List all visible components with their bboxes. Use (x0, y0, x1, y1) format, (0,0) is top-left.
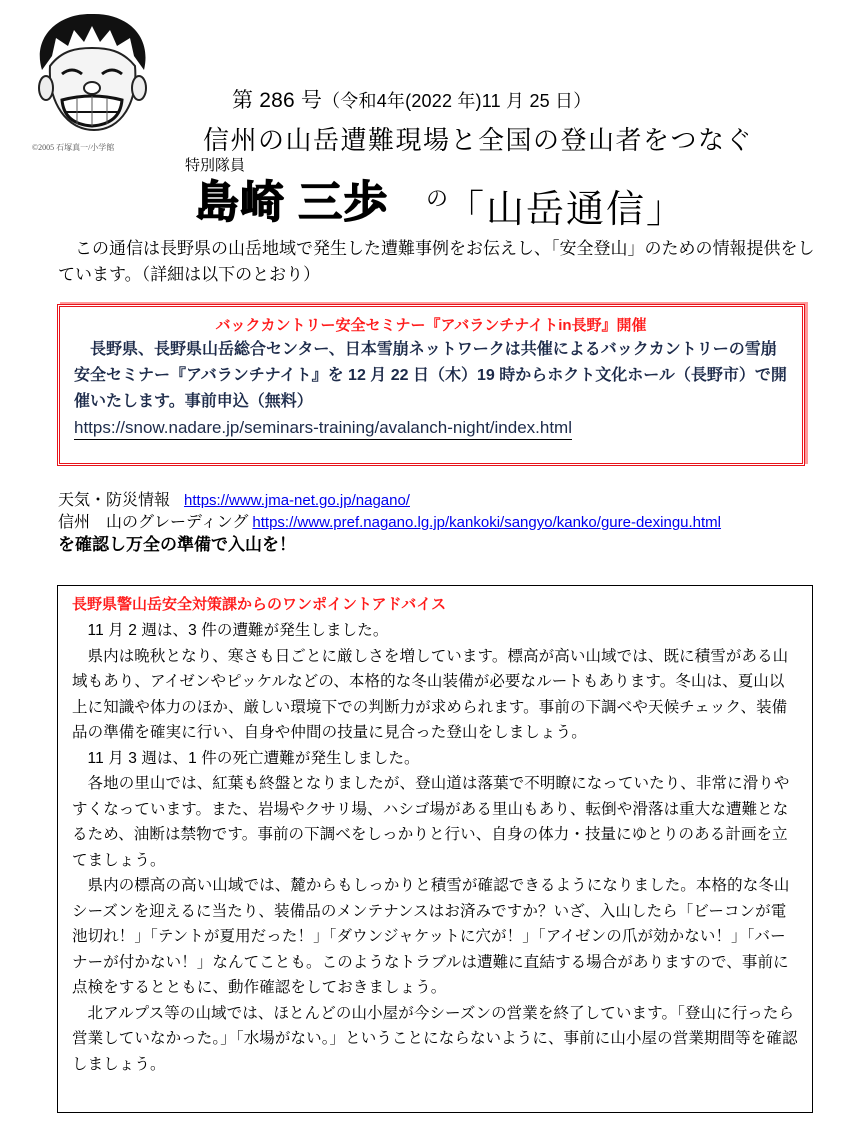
name-suffix: の (426, 186, 449, 211)
mascot-credit: ©2005 石塚真一/小学館 (32, 143, 115, 152)
intro-paragraph: この通信は長野県の山岳地域で発生した遭難事例をお伝えし、「安全登山」のための情報提供をしています。（詳細は以下のとおり） (58, 239, 815, 284)
newsletter-subtitle: 信州の山岳遭難現場と全国の登山者をつなぐ (203, 125, 754, 155)
advice-paragraph: 11 月 2 週は、3 件の遭難が発生しました。 (87, 622, 389, 639)
issue-date: （令和4年(2022 年)11 月 25 日） (322, 91, 592, 111)
grading-link[interactable]: https://www.pref.nagano.lg.jp/kankoki/sangyo/kanko/gure-dexingu.html (252, 514, 722, 531)
advice-paragraph: 11 月 3 週は、1 件の死亡遭難が発生しました。 (87, 749, 420, 767)
grading-row (58, 512, 721, 534)
notice-body: 長野県、長野県山岳総合センター、日本雪崩ネットワークは共催によるバックカントリーの雪崩安全セミナー『アバランチナイト』を 12 月 22 日（木）19 時からホクト文化ホール（長野市）で開催いたします。事前申込（無料） (74, 341, 787, 410)
advice-paragraph: 県内は晩秋となり、寒さも日ごとに厳しさを増しています。標高が高い山域では、既に積雪がある山域もあり、アイゼンやピッケルなどの、本格的な冬山装備が必要なルートもあります。冬山は、夏山以上に知識や体力のほか、厳しい環境下での判断力が求められます。事前の下調べや天候チェック、装備品の準備を確実に行い、自身や仲間の技量に見合った登山をしましょう。 (72, 647, 789, 741)
weather-link[interactable]: https://www.jma-net.go.jp/nagano/ (184, 492, 410, 509)
police-advice-box (57, 585, 813, 1113)
author-rank: 特別隊員 (185, 157, 246, 174)
mascot-illustration (22, 8, 162, 156)
advice-title: 長野県警山岳安全対策課からのワンポイントアドバイス (72, 596, 447, 613)
page-title: 「山岳通信」 (446, 189, 687, 231)
advice-paragraph: 県内の標高の高い山域では、麓からもしっかりと積雪が確認できるようになりました。本格的な冬山シーズンを迎えるに当たり、装備品のメンテナンスはお済みですか？いざ、入山したら「ビーコンが電池切れ！」「テントが夏用だった！」「ダウンジャケットに穴が！」「アイゼンの爪が効かない！」「バーナーが付かない！」なんてことも。このようなトラブルは遭難に直結する場合がありますので、事前に点検をするとともに、動作確認をしておきましょう。 (72, 877, 790, 996)
author-name: 島崎 三歩 (195, 178, 389, 227)
weather-label: 天気・防災情報 (58, 492, 171, 509)
notice-title: バックカントリー安全セミナー『アバランチナイトin長野』開催 (215, 317, 647, 334)
seminar-notice-box (57, 304, 805, 466)
grading-label: 信州 山のグレーディング (58, 514, 249, 531)
seminar-link[interactable]: https://snow.nadare.jp/seminars-training/avalanch-night/index.html (74, 417, 572, 440)
reference-links (58, 490, 721, 556)
call-to-action: を確認し万全の準備で入山を！ (58, 535, 296, 554)
advice-paragraph: 各地の里山では、紅葉も終盤となりましたが、登山道は落葉で不明瞭になっていたり、非常に滑りやすくなっています。また、岩場やクサリ場、ハシゴ場がある里山もあり、転倒や滑落は重大な遭難となるため、油断は禁物です。事前の下調べをしっかりと行い、自身の体力・技量にゆとりのある計画を立てましょう。 (72, 775, 790, 869)
advice-paragraph: 北アルプス等の山域では、ほとんどの山小屋が今シーズンの営業を終了しています。「登山に行ったら営業していなかった。」「水場がない。」ということにならないように、事前に山小屋の営業期間等を確認しましょう。 (72, 1004, 798, 1073)
weather-row (58, 490, 721, 512)
issue-line (232, 84, 591, 114)
mascot-face-icon (22, 8, 162, 138)
issue-number: 第 286 号 (232, 89, 323, 112)
